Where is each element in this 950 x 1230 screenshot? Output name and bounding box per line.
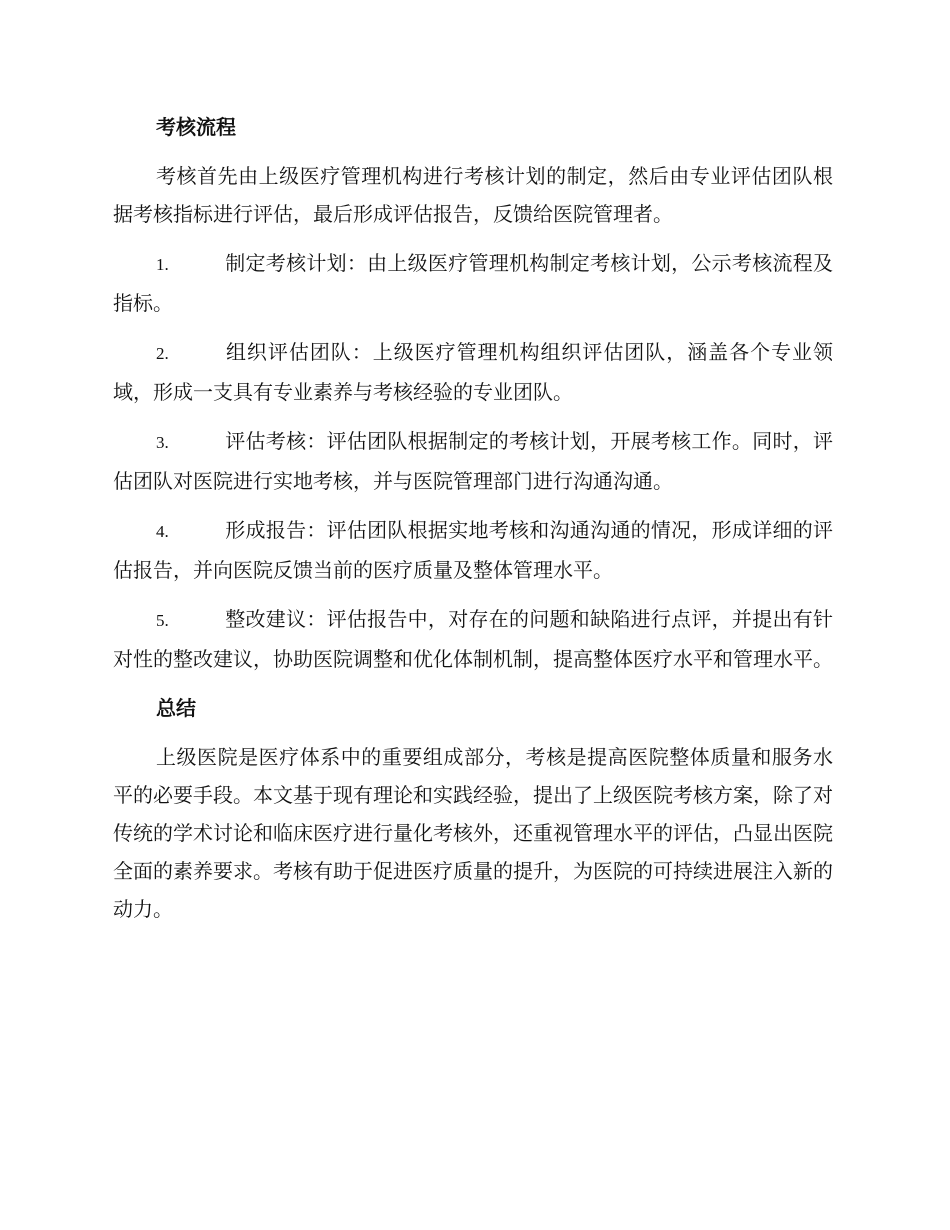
section-heading-assessment-process: 考核流程 — [156, 115, 236, 139]
paragraph-summary: 上级医院是医疗体系中的重要组成部分，考核是提高医院整体质量和服务水平的必要手段。本文基于现有理论和实践经验，提出了上级医院考核方案，除了对传统的学术讨论和临床医疗进行量化考核外，还重视管理水平的评估，凸显出医院全面的素养要求。考核有助于促进医疗质量的提升，为医院的可持续进展注入新的动力。 — [113, 745, 833, 921]
list-number: 1. — [156, 255, 169, 274]
list-item-text: 形成报告：评估团队根据实地考核和沟通沟通的情况，形成详细的评估报告，并向医院反馈当前的医疗质量及整体管理水平。 — [113, 518, 833, 582]
list-item-text: 评估考核：评估团队根据制定的考核计划，开展考核工作。同时，评估团队对医院进行实地考核，并与医院管理部门进行沟通沟通。 — [113, 429, 833, 493]
list-item-step-4 — [113, 511, 833, 589]
list-number: 2. — [156, 344, 169, 363]
paragraph-intro: 考核首先由上级医疗管理机构进行考核计划的制定，然后由专业评估团队根据考核指标进行评估，最后形成评估报告，反馈给医院管理者。 — [113, 164, 833, 226]
list-number: 5. — [156, 611, 169, 630]
list-item-text: 整改建议：评估报告中，对存在的问题和缺陷进行点评，并提出有针对性的整改建议，协助医院调整和优化体制机制，提高整体医疗水平和管理水平。 — [113, 607, 833, 671]
list-number: 4. — [156, 522, 169, 541]
list-item-step-1 — [113, 244, 833, 322]
list-item-step-2 — [113, 333, 833, 411]
list-item-text: 组织评估团队：上级医疗管理机构组织评估团队，涵盖各个专业领域，形成一支具有专业素养与考核经验的专业团队。 — [113, 340, 833, 404]
list-item-step-3 — [113, 422, 833, 500]
list-item-step-5 — [113, 600, 833, 678]
section-heading-summary: 总结 — [156, 696, 196, 720]
document-page — [113, 108, 833, 939]
list-item-text: 制定考核计划：由上级医疗管理机构制定考核计划，公示考核流程及指标。 — [113, 251, 833, 315]
list-number: 3. — [156, 433, 169, 452]
